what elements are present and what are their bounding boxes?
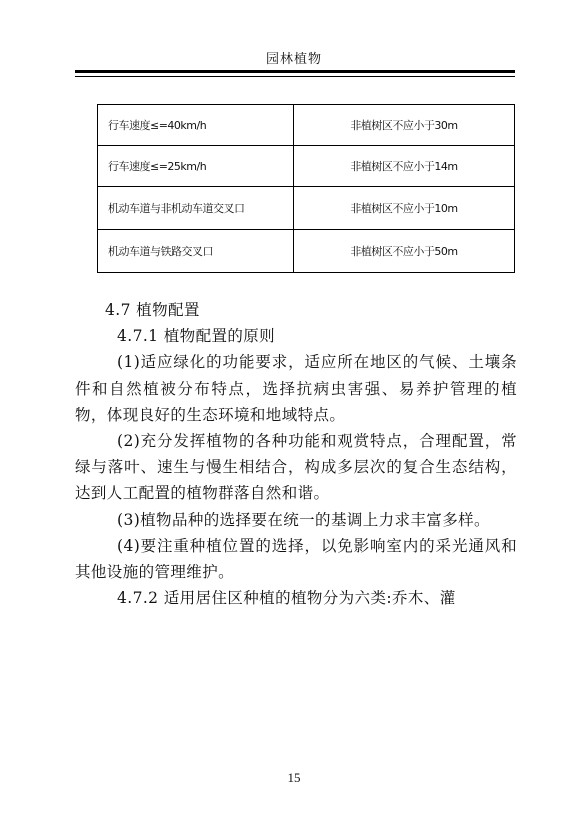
section-heading: 4.7 植物配置 xyxy=(105,301,200,319)
paragraph: (2)充分发挥植物的各种功能和观赏特点，合理配置，常绿与落叶、速生与慢生相结合，构成多层次的复合生态结构，达到人工配置的植物群落自然和谐。 xyxy=(75,432,517,503)
table-row xyxy=(98,187,515,230)
table-cell-condition: 行车速度≤=25km/h xyxy=(98,146,294,187)
table-cell-condition: 机动车道与非机动车道交叉口 xyxy=(98,187,294,230)
document-body xyxy=(75,297,517,611)
table-row xyxy=(98,230,515,273)
table-cell-requirement: 非植树区不应小于50m xyxy=(294,230,515,273)
planting-distance-table xyxy=(97,104,515,273)
paragraph: (1)适应绿化的功能要求，适应所在地区的气候、土壤条 件和自然植被分布特点，选择抗病虫害强、易养护管理的植物，体现良好的生态环境和地域特点。 xyxy=(75,353,517,424)
table-cell-requirement: 非植树区不应小于14m xyxy=(294,146,515,187)
paragraph: (4)要注重种植位置的选择，以免影响室内的采光通风和其他设施的管理维护。 xyxy=(75,536,517,582)
table-cell-requirement: 非植树区不应小于10m xyxy=(294,187,515,230)
page-number: 15 xyxy=(287,770,301,785)
subsection-heading: 4.7.1 植物配置的原则 xyxy=(117,327,276,346)
table-cell-requirement: 非植树区不应小于30m xyxy=(294,105,515,146)
table-row xyxy=(98,146,515,187)
page-header-title: 园林植物 xyxy=(265,52,322,67)
paragraph-continued: 4.7.2 适用居住区种植的植物分为六类:乔木、灌 xyxy=(117,589,456,608)
table-row xyxy=(98,105,515,146)
header-rule-thin xyxy=(75,76,515,77)
table-cell-condition: 机动车道与铁路交叉口 xyxy=(98,230,294,273)
header-rule-thick xyxy=(75,70,515,73)
paragraph: (3)植物品种的选择要在统一的基调上力求丰富多样。 xyxy=(117,510,490,529)
table-cell-condition: 行车速度≤=40km/h xyxy=(98,105,294,146)
